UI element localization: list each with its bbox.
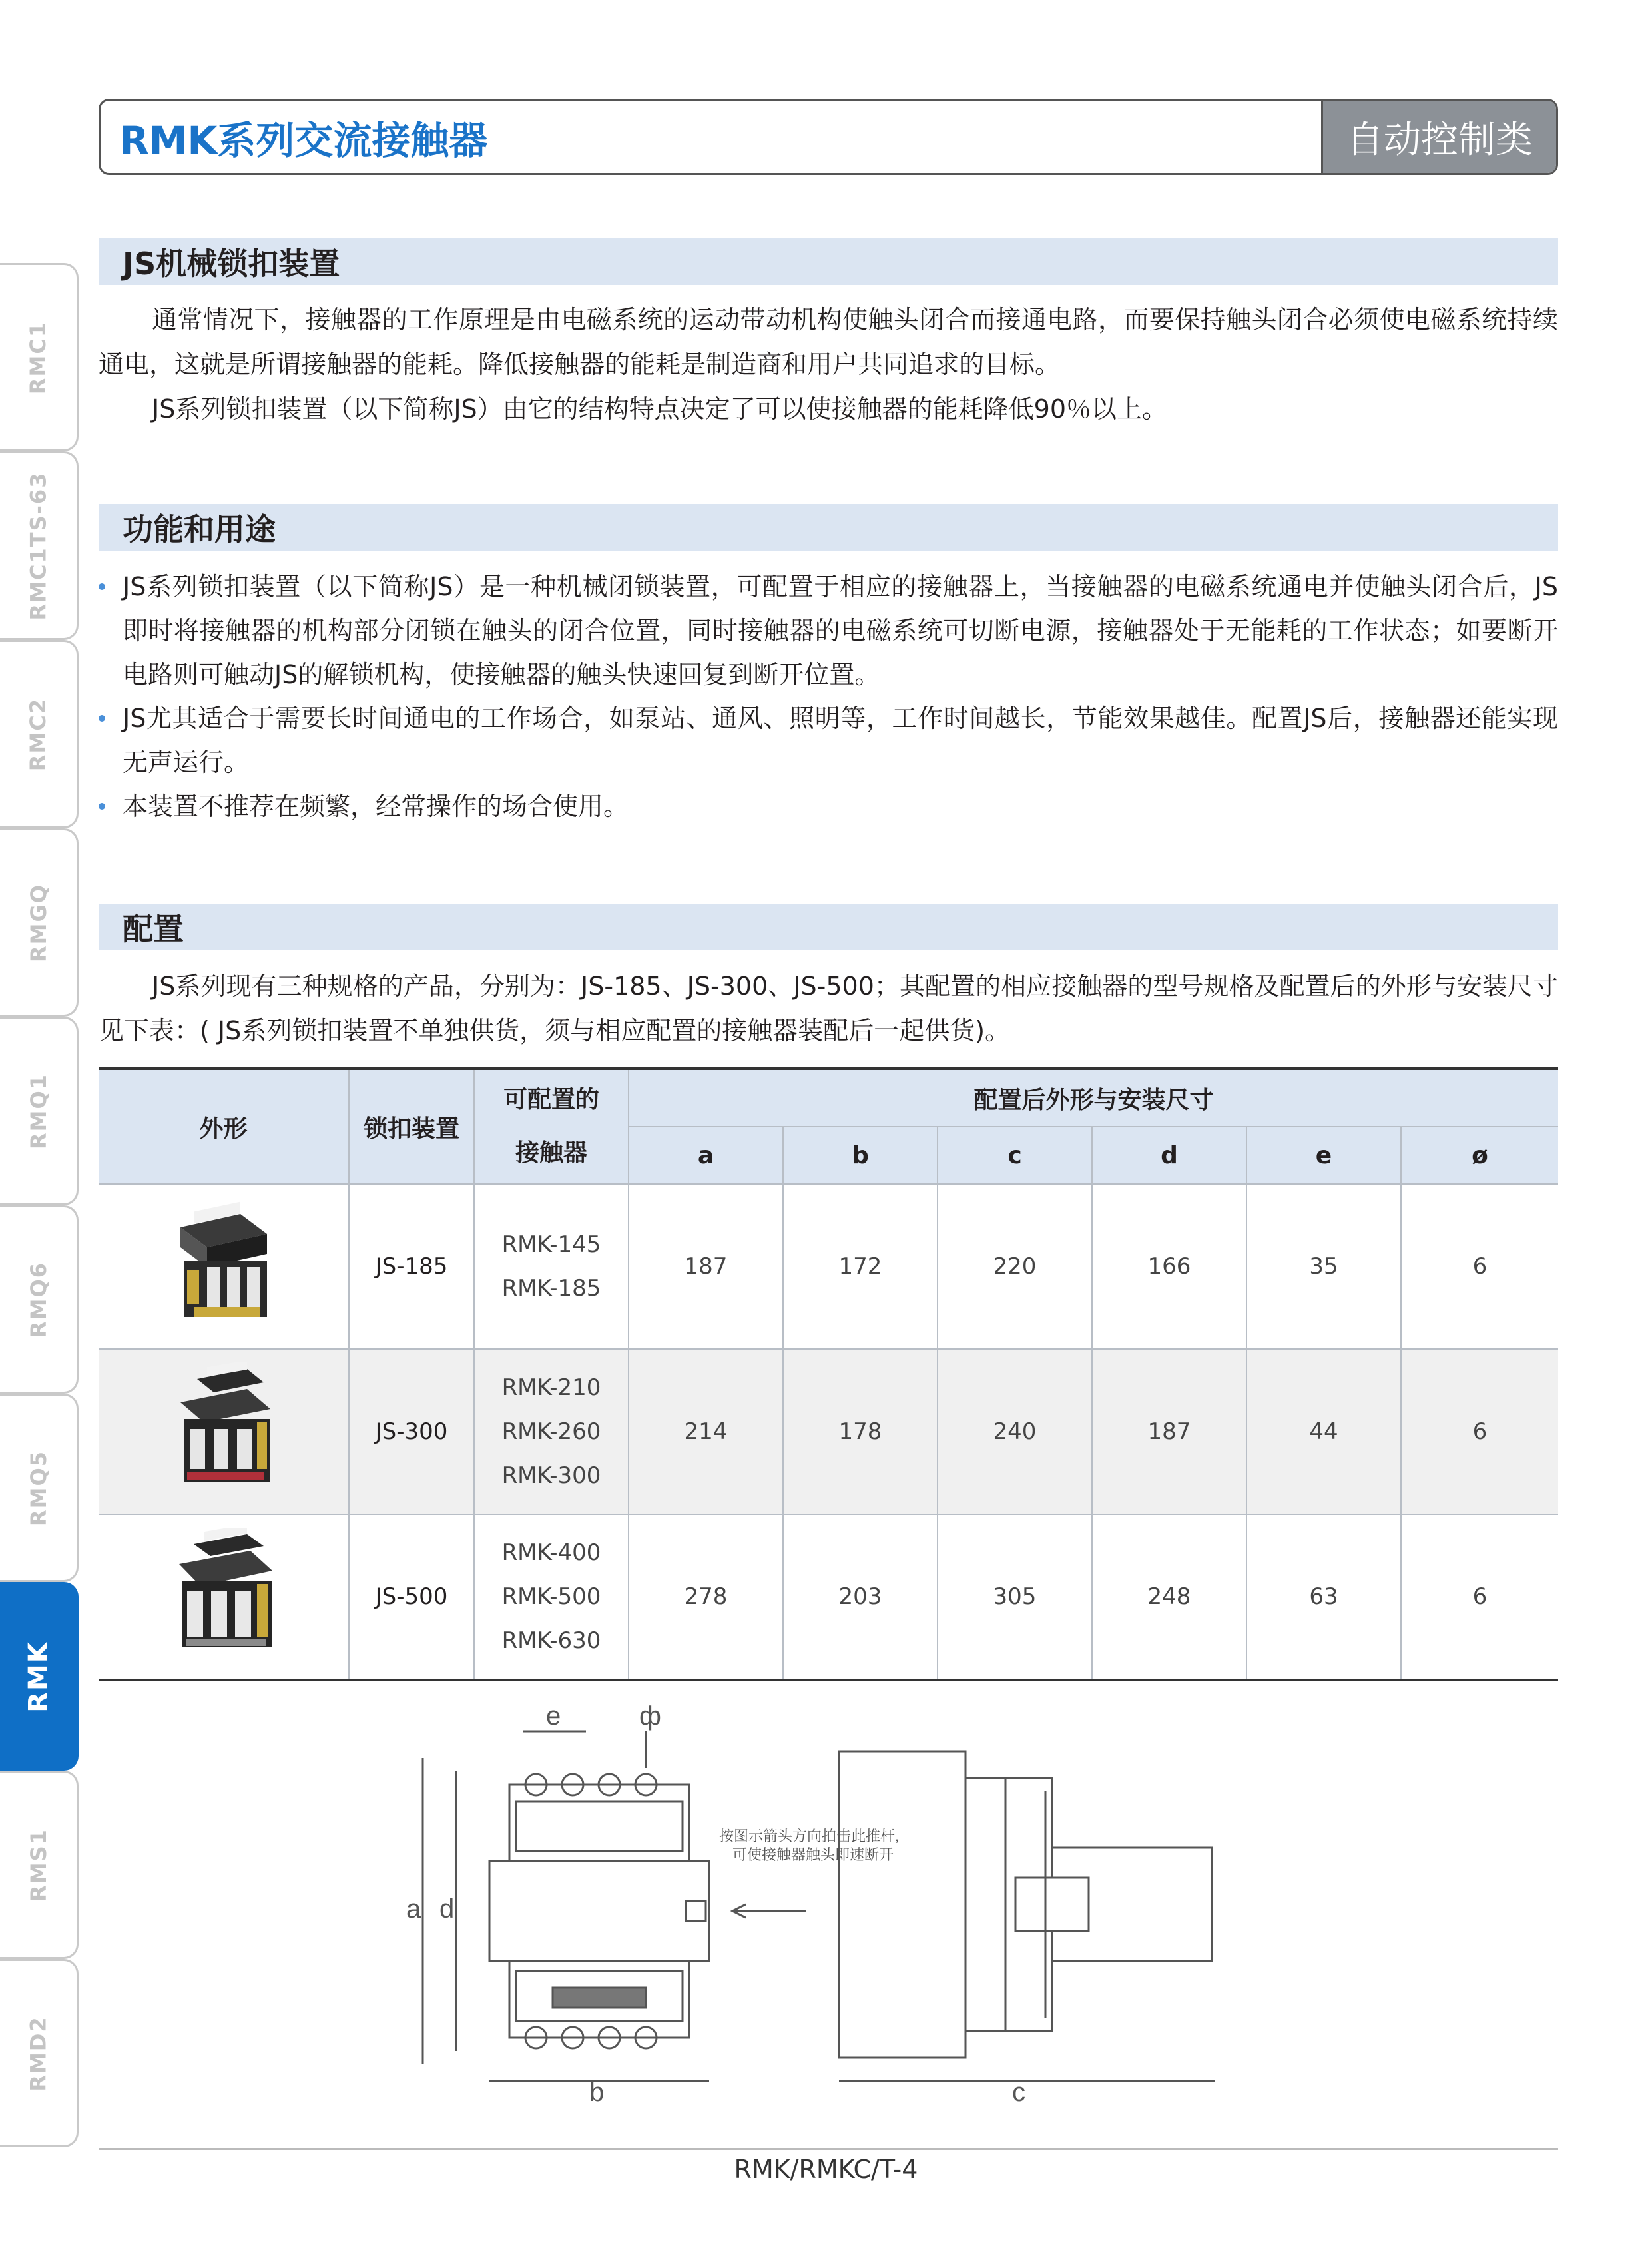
header-dim-c: c	[938, 1127, 1092, 1184]
spec-table	[99, 1067, 1558, 1681]
label-a: a	[406, 1894, 421, 1924]
header-bar	[99, 99, 1558, 175]
header-dim-e: e	[1246, 1127, 1401, 1184]
side-tab-rmgq[interactable]: RMGQ	[0, 828, 79, 1017]
dim-e-value: 35	[1246, 1184, 1401, 1349]
dim-d-value: 187	[1092, 1349, 1246, 1514]
table-row	[99, 1349, 1558, 1514]
contactor-models: RMK-145 RMK-185	[474, 1184, 629, 1349]
side-tab-rmc1ts-63[interactable]: RMC1TS-63	[0, 451, 79, 640]
dim-a-value: 278	[629, 1514, 783, 1680]
header-shape: 外形	[99, 1069, 349, 1184]
dim-e-value: 44	[1246, 1349, 1401, 1514]
dim-phi-value: 6	[1401, 1184, 1558, 1349]
table-row	[99, 1514, 1558, 1680]
label-e: e	[546, 1705, 561, 1731]
header-dimensions-group: 配置后外形与安装尺寸	[629, 1069, 1558, 1127]
dim-a-value: 187	[629, 1184, 783, 1349]
side-tab-rmq1[interactable]: RMQ1	[0, 1017, 79, 1205]
section-heading-js-lock: JS机械锁扣装置	[99, 238, 1558, 285]
header-dim-phi: ø	[1401, 1127, 1558, 1184]
dim-d-value: 248	[1092, 1514, 1246, 1680]
bullet-dot-icon	[99, 583, 105, 590]
bullet-dot-icon	[99, 715, 105, 722]
side-tab-rmq6[interactable]: RMQ6	[0, 1205, 79, 1394]
contactor-models: RMK-400 RMK-500 RMK-630	[474, 1514, 629, 1680]
drawing-note-1: 按图示箭头方向拍击此推杆,	[719, 1828, 900, 1844]
section-heading-configuration: 配置	[99, 904, 1558, 950]
label-b: b	[589, 2078, 605, 2104]
contactor-product-icon	[167, 1362, 280, 1496]
label-phi: ф	[639, 1705, 661, 1731]
section3-paragraph: JS系列现有三种规格的产品，分别为：JS-185、JS-300、JS-500；其配置的相应接触器的型号规格及配置后的外形与安装尺寸见下表：( JS系列锁扣装置不单独供货，须与相应配置的接触器装配后一起供货)。	[99, 972, 1558, 1045]
footer-divider	[99, 2148, 1558, 2150]
product-thumbnail	[99, 1349, 349, 1514]
dim-d-value: 166	[1092, 1184, 1246, 1349]
side-view-outline	[839, 1751, 965, 2058]
header-lock-device: 锁扣装置	[349, 1069, 474, 1184]
side-tab-rmd2[interactable]: RMD2	[0, 1959, 79, 2147]
header-contactor: 可配置的 接触器	[474, 1069, 629, 1184]
contactor-product-icon	[167, 1528, 280, 1661]
side-tab-rms1[interactable]: RMS1	[0, 1771, 79, 1959]
bullet-dot-icon	[99, 803, 105, 810]
drawing-note-2: 可使接触器触头即速断开	[732, 1846, 894, 1863]
section1-body	[99, 298, 1558, 431]
section3-body	[99, 964, 1558, 1053]
contactor-models: RMK-210 RMK-260 RMK-300	[474, 1349, 629, 1514]
table-row	[99, 1184, 1558, 1349]
side-tab-rmq5[interactable]: RMQ5	[0, 1394, 79, 1582]
section1-paragraph-1: 通常情况下，接触器的工作原理是由电磁系统的运动带动机构使触头闭合而接通电路，而要保持触头闭合必须使电磁系统持续通电，这就是所谓接触器的能耗。降低接触器的能耗是制造商和用户共同追求的目标。	[99, 305, 1558, 379]
label-c: c	[1012, 2078, 1025, 2104]
header-dim-b: b	[783, 1127, 938, 1184]
label-d: d	[439, 1894, 455, 1924]
page-title: RMK系列交流接触器	[119, 117, 488, 163]
category-label: 自动控制类	[1321, 101, 1556, 173]
bullet-item-1: JS系列锁扣装置（以下简称JS）是一种机械闭锁装置，可配置于相应的接触器上，当接触器的电磁系统通电并使触头闭合后，JS即时将接触器的机构部分闭锁在触头的闭合位置，同时接触器的电磁系统可切断电源，接触器处于无能耗的工作状态；如要断开电路则可触动JS的解锁机构，使接触器的触头快速回复到断开位置。	[99, 565, 1558, 697]
dim-b-value: 203	[783, 1514, 938, 1680]
dim-c-value: 240	[938, 1349, 1092, 1514]
dimension-drawing	[373, 1705, 1239, 2104]
dim-b-value: 178	[783, 1349, 938, 1514]
side-tab-rmc2[interactable]: RMC2	[0, 640, 79, 828]
lock-model: JS-500	[349, 1514, 474, 1680]
side-tab-rmc1[interactable]: RMC1	[0, 263, 79, 451]
contactor-product-icon	[167, 1197, 280, 1330]
product-thumbnail	[99, 1514, 349, 1680]
table-header-row	[99, 1069, 1558, 1127]
function-bullet-list	[99, 565, 1558, 828]
dim-a-value: 214	[629, 1349, 783, 1514]
header-dim-a: a	[629, 1127, 783, 1184]
bullet-item-2: JS尤其适合于需要长时间通电的工作场合，如泵站、通风、照明等，工作时间越长，节能效果越佳。配置JS后，接触器还能实现无声运行。	[99, 697, 1558, 784]
dim-b-value: 172	[783, 1184, 938, 1349]
dim-phi-value: 6	[1401, 1349, 1558, 1514]
dim-c-value: 220	[938, 1184, 1092, 1349]
section1-paragraph-2: JS系列锁扣装置（以下简称JS）由它的结构特点决定了可以使接触器的能耗降低90％以上。	[152, 394, 1168, 423]
bullet-item-3: 本装置不推荐在频繁，经常操作的场合使用。	[99, 784, 1558, 828]
lock-model: JS-185	[349, 1184, 474, 1349]
section-heading-function: 功能和用途	[99, 504, 1558, 551]
header-dim-d: d	[1092, 1127, 1246, 1184]
lock-model: JS-300	[349, 1349, 474, 1514]
front-view-lock-block	[489, 1861, 709, 1961]
dim-e-value: 63	[1246, 1514, 1401, 1680]
side-tab-rmk[interactable]: RMK	[0, 1582, 79, 1771]
product-thumbnail	[99, 1184, 349, 1349]
page-code: RMK/RMKC/T-4	[734, 2155, 918, 2184]
dim-c-value: 305	[938, 1514, 1092, 1680]
dim-phi-value: 6	[1401, 1514, 1558, 1680]
